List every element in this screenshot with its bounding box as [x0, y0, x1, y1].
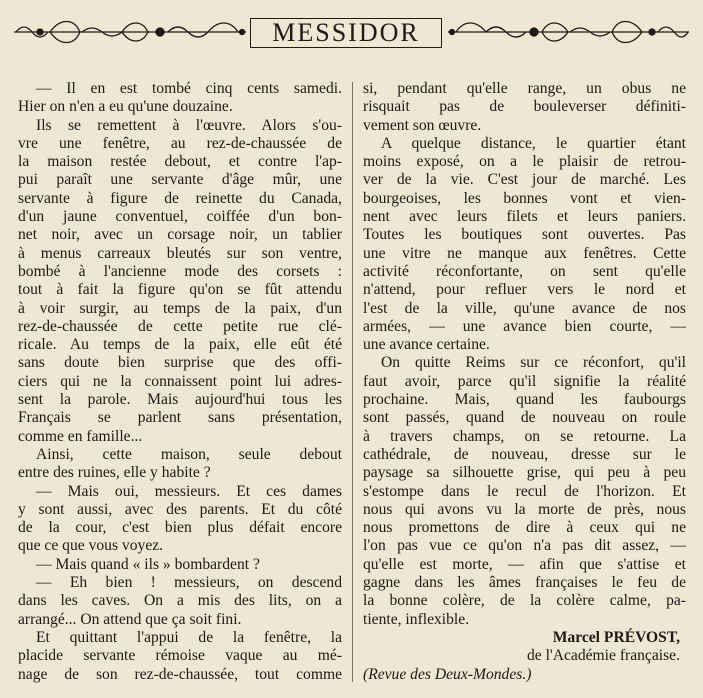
text-line: moins exposé, on a le plaisir de retrou- — [363, 153, 686, 171]
text-line: à voir surgir, au temps de la paix, d'un — [18, 299, 342, 317]
text-line: nage de son rez-de-chaussée, tout comme — [18, 665, 342, 683]
text-line: pui paraît une servante d'âge mûr, une — [18, 171, 342, 189]
text-line: — Mais quand « ils » bombardent ? — [36, 555, 260, 573]
text-line: vre une fenêtre, au rez-de-chaussée de — [18, 134, 342, 152]
text-line: servante à figure de reinette du Canada, — [18, 189, 342, 207]
text-line: Toutes les boutiques sont ouvertes. Pas — [363, 226, 686, 244]
text-line: ver de la vie. C'est jour de marché. Les — [363, 171, 686, 189]
text-line: prochaine. Mais, quand les faubourgs — [363, 391, 686, 409]
text-line: Ainsi, cette maison, seule debout — [36, 445, 342, 463]
column-divider — [352, 82, 353, 682]
text-line: nous promettons de dire à ceux qui ne — [363, 519, 686, 537]
text-line: si, pendant qu'elle range, un obus ne — [363, 80, 686, 97]
left-column — [18, 80, 342, 684]
text-line: On quitte Reims sur ce réconfort, qu'il — [381, 354, 686, 372]
text-line: Ils se remettent à l'œuvre. Alors s'ou- — [36, 116, 342, 134]
text-line: une avance certaine. — [363, 336, 490, 354]
text-line: comme en famille... — [18, 427, 143, 445]
text-line: y sont aussi, avec des parents. Et du côté — [18, 500, 342, 518]
source-citation: (Revue des Deux-Mondes.) — [363, 665, 532, 683]
text-line: Hier on n'en a eu qu'une douzaine. — [18, 98, 233, 116]
text-line: qu'elle est morte, — afin que s'attise et — [363, 555, 686, 573]
text-line: vement son œuvre. — [363, 116, 482, 134]
text-line: faut avoir, parce qu'il signifie la réalité — [363, 372, 686, 390]
text-line: paysage sa silhouette grise, qui peu à peu — [363, 464, 686, 482]
text-line: arrangé... On attend que ça soit fini. — [18, 610, 242, 628]
text-line: bombé à l'ancienne mode des corsets : — [18, 262, 342, 280]
text-line: la maison restée debout, et contre l'ap- — [18, 153, 342, 171]
text-line: ciers qui ne la connaissent point lui adres- — [18, 372, 342, 390]
page-title: MESSIDOR — [250, 18, 442, 48]
text-line: l'on pas vue ce qu'on n'a pas dit assez, — — [363, 537, 686, 555]
author-name: Marcel PRÉVOST, — [552, 628, 680, 646]
author-title: de l'Académie française. — [526, 647, 680, 665]
header-banner — [10, 12, 693, 52]
text-line: tiente, inflexible. — [363, 610, 470, 628]
text-line: une vitre ne manque aux fenêtres. Cette — [363, 244, 686, 262]
text-line: — Eh bien ! messieurs, on descend — [36, 574, 342, 592]
text-line: n'attend, pour refluer vers le nord et — [363, 281, 686, 299]
right-column — [363, 80, 686, 684]
text-line: entre des ruines, elle y habite ? — [18, 464, 211, 482]
text-line: à travers champs, on se retourne. La — [363, 427, 686, 445]
text-line: bourgeoises, les bonnes vont et vien- — [363, 189, 686, 207]
text-line: sont passés, quand de nouveau on roule — [363, 409, 686, 427]
text-line: dans les caves. On a mis des lits, on a — [18, 592, 342, 610]
text-line: d'un jaune conventuel, coiffée d'un bon- — [18, 208, 342, 226]
text-line: placide servante rémoise vaque au mé- — [18, 647, 342, 665]
text-line: risquait pas de bouleverser définiti- — [363, 98, 686, 116]
text-line: ricale. Au temps de la paix, elle eût été — [18, 336, 342, 354]
text-line: la bonne colère, de la colère calme, pa- — [363, 592, 686, 610]
text-line: Français se parlent sans présentation, — [18, 409, 342, 427]
text-line: activité réconfortante, on sent qu'elle — [363, 262, 686, 280]
text-line: de la cour, c'est bien plus défait encore — [18, 519, 342, 537]
text-line: net noir, avec un corsage noir, un tablier — [18, 226, 342, 244]
text-line: A quelque distance, le quartier étant — [381, 134, 686, 152]
text-line: que ce que vous voyez. — [18, 537, 164, 555]
text-line: l'est de la ville, qu'une avance de nos — [363, 299, 686, 317]
text-line: Et quittant l'appui de la fenêtre, la — [36, 628, 342, 646]
text-line: rez-de-chaussée de cette petite rue clé- — [18, 317, 342, 335]
text-line: armées, — une avance bien courte, — — [363, 317, 686, 335]
text-line: sent la parole. Mais aujourd'hui tous les — [18, 391, 342, 409]
text-line: — Il en est tombé cinq cents samedi. — [36, 80, 342, 97]
text-line: — Mais oui, messieurs. Et ces dames — [36, 482, 342, 500]
text-line: s'estompe dans le recul de l'horizon. Et — [363, 482, 686, 500]
text-line: à menus carreaux bleutés sur son ventre, — [18, 244, 342, 262]
text-line: nent avec leurs filets et leurs paniers. — [363, 208, 686, 226]
text-line: tout à fait la figure qu'on se fût attendu — [18, 281, 342, 299]
text-line: cathédrale, de nouveau, dresse sur le — [363, 445, 686, 463]
text-line: nous qui avons vu la morte de près, nous — [363, 500, 686, 518]
text-line: sans doute bien surprise que des offi- — [18, 354, 342, 372]
text-line: gagne dans les âmes françaises le feu de — [363, 574, 686, 592]
